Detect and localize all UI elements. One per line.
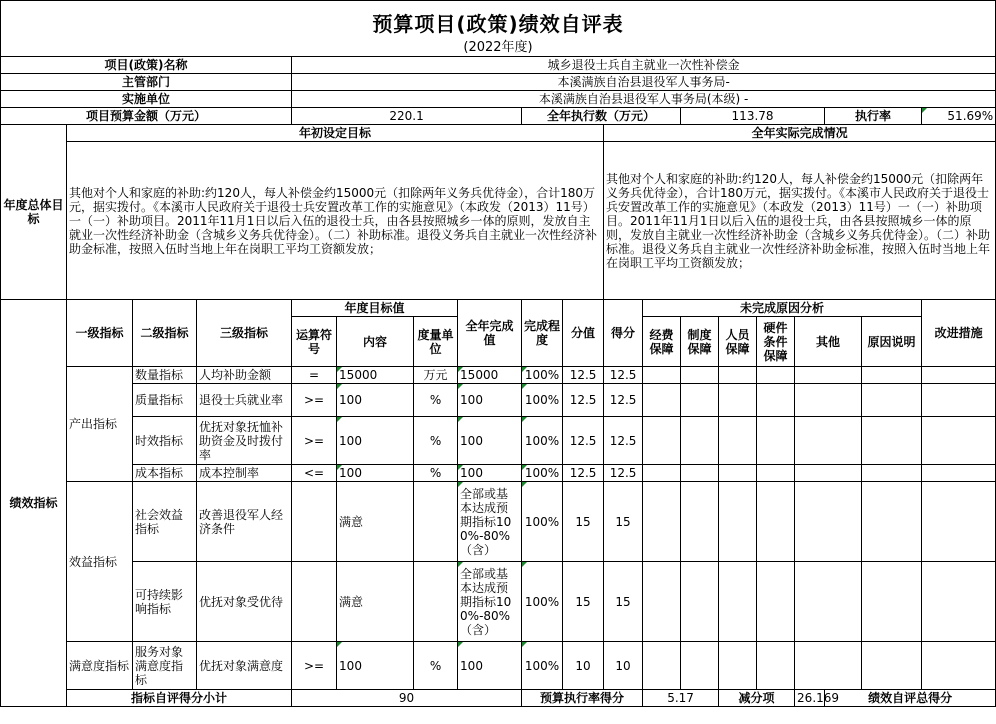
op-cell: >=: [292, 642, 337, 690]
hdr-r4: 硬件条件保障: [757, 317, 795, 367]
degree-cell: 100%: [522, 384, 563, 417]
page-title: 预算项目(政策)绩效自评表: [372, 12, 624, 36]
hdr-level2: 二级指标: [133, 300, 197, 367]
reason-cell: [643, 482, 681, 562]
l3-cell: 优抚对象受优待: [197, 562, 292, 642]
improve-cell: [922, 417, 996, 465]
goals-actual-header: 全年实际完成情况: [604, 125, 996, 142]
hdr-points: 分值: [563, 300, 604, 367]
score-cell: 12.5: [604, 465, 643, 482]
reason-cell: [795, 482, 862, 562]
l3-cell: 改善退役军人经济条件: [197, 482, 292, 562]
l2-cell: 成本指标: [133, 465, 197, 482]
degree-cell: 100%: [522, 417, 563, 465]
budget-value: 220.1: [292, 108, 522, 125]
score-cell: 12.5: [604, 367, 643, 384]
hdr-target-group: 年度目标值: [292, 300, 458, 317]
reason-cell: [719, 482, 757, 562]
points-cell: 12.5: [563, 417, 604, 465]
reason-cell: [757, 417, 795, 465]
row-goals-text: [1, 142, 996, 300]
reason-cell: [719, 417, 757, 465]
improve-cell: [922, 642, 996, 690]
unit-cell: 万元: [414, 367, 458, 384]
reason-cell: [795, 367, 862, 384]
l2-cell: 可持续影响指标: [133, 562, 197, 642]
hdr-r1: 经费保障: [643, 317, 681, 367]
points-cell: 12.5: [563, 465, 604, 482]
l2-cell: 社会效益指标: [133, 482, 197, 562]
reason-cell: [862, 367, 922, 384]
score-cell: 12.5: [604, 417, 643, 465]
content-cell: 100: [337, 417, 414, 465]
unit-cell: %: [414, 465, 458, 482]
reason-cell: [757, 642, 795, 690]
l2-cell: 服务对象满意度指标: [133, 642, 197, 690]
reason-cell: [795, 562, 862, 642]
content-cell: 100: [337, 465, 414, 482]
actual-cell: 100: [458, 384, 522, 417]
l3-cell: 成本控制率: [197, 465, 292, 482]
reason-cell: [795, 465, 862, 482]
goals-initial-text: 其他对个人和家庭的补助:约120人，每人补偿金约15000元（扣除两年义务兵优待金），合计180万元，据实拨付。《本溪市人民政府关于退役士兵安置改革工作的实施意见》（本政发（2013）11号）一（一）补助项目。2011年11月1日以后入伍的退役士兵，由各县按照城乡一体的原则，发放自主就业一次性经济补助金（含城乡义务兵优待金）。（二）补助标准。退役义务兵自主就业一次性经济补助金标准，按照入伍时当地上年在岗职工平均工资额发放；: [67, 142, 604, 300]
reason-cell: [719, 465, 757, 482]
exec-value: 113.78: [681, 108, 825, 125]
total-label: 绩效自评总得分: [825, 690, 996, 707]
hdr-r2: 制度保障: [681, 317, 719, 367]
l2-cell: 质量指标: [133, 384, 197, 417]
budget-score-label: 预算执行率得分: [522, 690, 643, 707]
evaluation-table: [0, 56, 996, 707]
table-row: [1, 562, 996, 642]
score-cell: 12.5: [604, 384, 643, 417]
project-name-label: 项目(政策)名称: [1, 57, 292, 74]
reason-cell: [643, 465, 681, 482]
reason-cell: [681, 384, 719, 417]
hdr-r6: 原因说明: [862, 317, 922, 367]
op-cell: =: [292, 367, 337, 384]
reason-cell: [862, 562, 922, 642]
rate-label: 执行率: [825, 108, 922, 125]
l2-cell: 时效指标: [133, 417, 197, 465]
hdr-content: 内容: [337, 317, 414, 367]
rate-value: 51.69%: [922, 108, 996, 125]
group-output: 产出指标: [67, 367, 133, 482]
hdr-level1: 一级指标: [67, 300, 133, 367]
reason-cell: [719, 367, 757, 384]
row-footer: [1, 690, 996, 707]
content-cell: 15000: [337, 367, 414, 384]
table-row: [1, 482, 996, 562]
dept-value: 本溪满族自治县退役军人事务局-: [292, 74, 996, 91]
op-cell: <=: [292, 465, 337, 482]
reason-cell: [681, 417, 719, 465]
content-cell: 满意: [337, 562, 414, 642]
reason-cell: [862, 642, 922, 690]
content-cell: 100: [337, 642, 414, 690]
score-cell: 15: [604, 562, 643, 642]
table-row: [1, 642, 996, 690]
reason-cell: [681, 482, 719, 562]
subtotal-value: 90: [292, 690, 522, 707]
improve-cell: [922, 465, 996, 482]
reason-cell: [795, 384, 862, 417]
op-cell: >=: [292, 417, 337, 465]
reason-cell: [757, 465, 795, 482]
goals-actual-text: 其他对个人和家庭的补助:约120人，每人补偿金约15000元（扣除两年义务兵优待金），合计180万元，据实拨付。《本溪市人民政府关于退役士兵安置改革工作的实施意见》（本政发（2013）11号）一（一）补助项目。2011年11月1日以后入伍的退役士兵，由各县按照城乡一体的原则，发放自主就业一次性经济补助金（含城乡义务兵优待金）。（二）补助标准。退役义务兵自主就业一次性经济补助金标准，按照入伍时当地上年在岗职工平均工资额发放；: [604, 142, 996, 300]
reason-cell: [643, 417, 681, 465]
improve-cell: [922, 562, 996, 642]
table-row: [1, 384, 996, 417]
dept-label: 主管部门: [1, 74, 292, 91]
reason-cell: [757, 562, 795, 642]
project-name-value: 城乡退役士兵自主就业一次性补偿金: [292, 57, 996, 74]
group-satisfaction: 满意度指标: [67, 642, 133, 690]
content-cell: 满意: [337, 482, 414, 562]
perf-row-label: 绩效指标: [1, 300, 67, 707]
improve-cell: [922, 367, 996, 384]
points-cell: 15: [563, 482, 604, 562]
hdr-unit: 度量单位: [414, 317, 458, 367]
reason-cell: [681, 562, 719, 642]
row-perf-header-1: [1, 300, 996, 317]
deduct-value: 26.169: [795, 690, 825, 707]
reason-cell: [795, 642, 862, 690]
goals-initial-header: 年初设定目标: [67, 125, 604, 142]
reason-cell: [719, 384, 757, 417]
title-block: [0, 0, 996, 57]
reason-cell: [757, 482, 795, 562]
row-project-name: [1, 57, 996, 74]
actual-cell: 100: [458, 642, 522, 690]
unit-cell: %: [414, 642, 458, 690]
hdr-actual: 全年完成值: [458, 300, 522, 367]
hdr-degree: 完成程度: [522, 300, 563, 367]
reason-cell: [643, 367, 681, 384]
hdr-improve: 改进措施: [922, 300, 996, 367]
exec-label: 全年执行数（万元）: [522, 108, 681, 125]
l3-cell: 优抚对象抚恤补助资金及时拨付率: [197, 417, 292, 465]
unit-cell: [414, 562, 458, 642]
degree-cell: 100%: [522, 465, 563, 482]
l3-cell: 优抚对象满意度: [197, 642, 292, 690]
degree-cell: 100%: [522, 367, 563, 384]
goals-row-label: 年度总体目标: [1, 125, 67, 300]
reason-cell: [795, 417, 862, 465]
table-row: [1, 417, 996, 465]
hdr-reason-group: 未完成原因分析: [643, 300, 922, 317]
unit-value: 本溪满族自治县退役军人事务局(本级) -: [292, 91, 996, 108]
table-row: [1, 367, 996, 384]
reason-cell: [862, 417, 922, 465]
hdr-r3: 人员保障: [719, 317, 757, 367]
reason-cell: [643, 642, 681, 690]
reason-cell: [757, 384, 795, 417]
reason-cell: [643, 384, 681, 417]
points-cell: 15: [563, 562, 604, 642]
group-benefit: 效益指标: [67, 482, 133, 642]
score-cell: 10: [604, 642, 643, 690]
op-cell: >=: [292, 384, 337, 417]
reason-cell: [719, 562, 757, 642]
reason-cell: [681, 465, 719, 482]
hdr-r5: 其他: [795, 317, 862, 367]
actual-cell: 全部或基本达成预期指标100%-80%（含）: [458, 562, 522, 642]
l2-cell: 数量指标: [133, 367, 197, 384]
points-cell: 10: [563, 642, 604, 690]
degree-cell: 100%: [522, 482, 563, 562]
reason-cell: [681, 642, 719, 690]
report-year: (2022年度): [463, 40, 533, 55]
unit-cell: %: [414, 417, 458, 465]
row-dept: [1, 74, 996, 91]
reason-cell: [681, 367, 719, 384]
hdr-level3: 三级指标: [197, 300, 292, 367]
budget-score-value: 5.17: [643, 690, 719, 707]
l3-cell: 退役士兵就业率: [197, 384, 292, 417]
points-cell: 12.5: [563, 367, 604, 384]
degree-cell: 100%: [522, 562, 563, 642]
hdr-op: 运算符号: [292, 317, 337, 367]
reason-cell: [862, 384, 922, 417]
unit-cell: %: [414, 384, 458, 417]
reason-cell: [719, 642, 757, 690]
content-cell: 100: [337, 384, 414, 417]
actual-cell: 100: [458, 417, 522, 465]
reason-cell: [757, 367, 795, 384]
op-cell: [292, 482, 337, 562]
actual-cell: 全部或基本达成预期指标100%-80%（含）: [458, 482, 522, 562]
unit-cell: [414, 482, 458, 562]
improve-cell: [922, 482, 996, 562]
reason-cell: [862, 482, 922, 562]
actual-cell: 100: [458, 465, 522, 482]
hdr-score: 得分: [604, 300, 643, 367]
improve-cell: [922, 384, 996, 417]
budget-label: 项目预算金额（万元）: [1, 108, 292, 125]
actual-cell: 15000: [458, 367, 522, 384]
l3-cell: 人均补助金额: [197, 367, 292, 384]
reason-cell: [643, 562, 681, 642]
table-row: [1, 465, 996, 482]
reason-cell: [862, 465, 922, 482]
degree-cell: 100%: [522, 642, 563, 690]
score-cell: 15: [604, 482, 643, 562]
deduct-label: 减分项: [719, 690, 795, 707]
row-unit: [1, 91, 996, 108]
op-cell: [292, 562, 337, 642]
row-goals-header: [1, 125, 996, 142]
points-cell: 12.5: [563, 384, 604, 417]
unit-label: 实施单位: [1, 91, 292, 108]
row-budget: [1, 108, 996, 125]
subtotal-label: 指标自评得分小计: [67, 690, 292, 707]
